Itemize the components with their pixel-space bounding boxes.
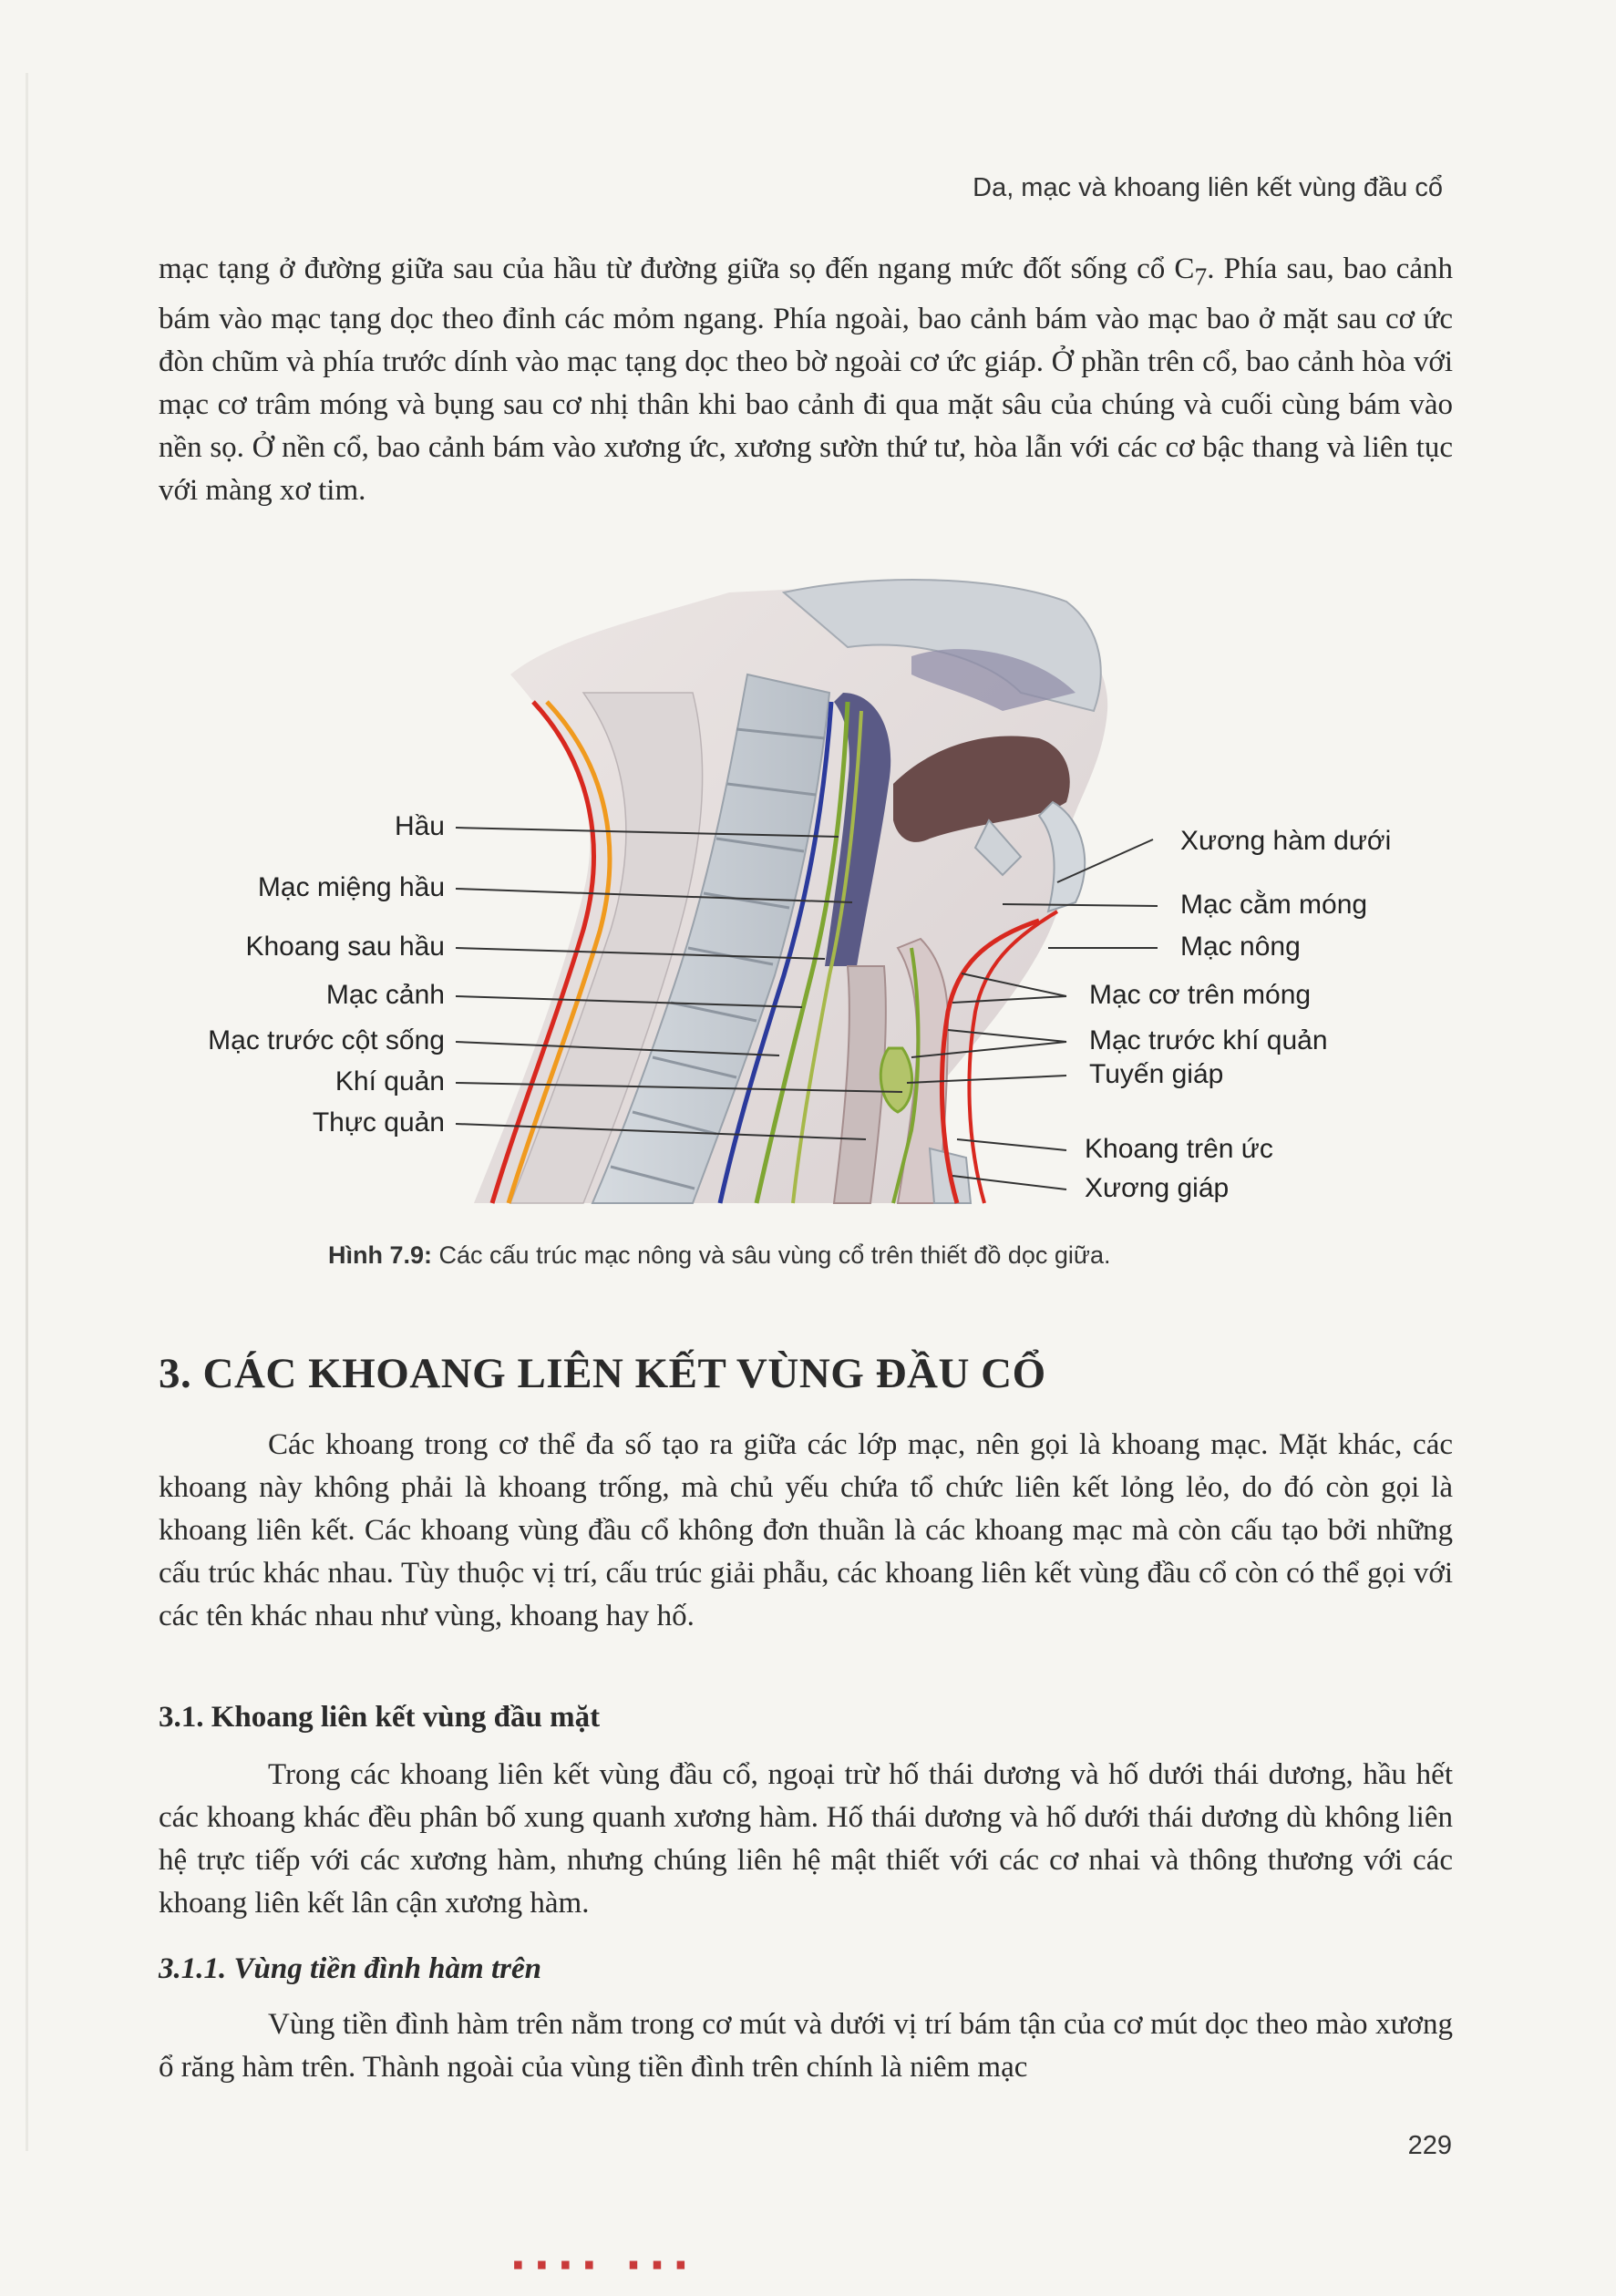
section-3-1-1-paragraph: Vùng tiền đình hàm trên nằm trong cơ mút và dưới vị trí bám tận của cơ mút dọc theo mào xương ổ răng hàm trên. Thành ngoài của vùng tiền đình trên chính là niêm mạc (159, 2008, 1453, 2084)
section-3-paragraph: Các khoang trong cơ thể đa số tạo ra giữa các lớp mạc, nên gọi là khoang mạc. Mặt khác, các khoang này không phải là khoang trống, mà chủ yếu chứa tổ chức liên kết lỏng lẻo, do đó còn gọi là khoang liên kết. Các khoang vùng đầu cổ không đơn thuần là các khoang mạc mà còn cấu tạo bởi những cấu trúc khác nhau. Tùy thuộc vị trí, cấu trúc giải phẫu, các khoang liên kết vùng đầu cổ còn có thể gọi với các tên khác nhau như vùng, khoang hay hố. (159, 1428, 1453, 1632)
label-mac-co-tren-mong: Mạc cơ trên móng (1089, 980, 1312, 1010)
label-mac-cam-mong: Mạc cằm móng (1180, 890, 1368, 920)
label-thuc-quan: Thực quản (312, 1107, 445, 1138)
subscript: 7 (1194, 262, 1208, 291)
label-xuong-ham-duoi: Xương hàm dưới (1180, 826, 1392, 856)
section-title-3-1: 3.1. Khoang liên kết vùng đầu mặt (159, 1701, 601, 1734)
section-title-3-1-1: 3.1.1. Vùng tiền đình hàm trên (159, 1952, 541, 1985)
watermark-fragment: ···· ··· (510, 2234, 697, 2295)
section-title-3: 3. CÁC KHOANG LIÊN KẾT VÙNG ĐẦU CỔ (159, 1350, 1046, 1397)
label-mac-nong: Mạc nông (1180, 932, 1301, 962)
caption-text: Các cấu trúc mạc nông và sâu vùng cổ trên thiết đồ dọc giữa. (432, 1241, 1111, 1269)
label-hau: Hầu (394, 811, 445, 841)
label-mac-canh: Mạc cảnh (325, 980, 445, 1010)
figure-caption (328, 1241, 1111, 1270)
label-mac-truoc-cot-song: Mạc trước cột sống (208, 1025, 445, 1055)
label-mac-mieng-hau: Mạc miệng hầu (257, 872, 445, 902)
intro-paragraph: mạc tạng ở đường giữa sau của hầu từ đường giữa sọ đến ngang mức đốt sống cổ $C_7$. Phía sau, bao cảnh bám vào mạc tạng dọc theo đỉnh các mỏm ngang. Phía ngoài, bao cảnh bám vào mạc bao ở mặt sau cơ ức đòn chũm và phía trước dính vào mạc tạng dọc theo bờ ngoài cơ ức giáp. Ở phần trên cổ, bao cảnh hòa với mạc cơ trâm móng và bụng sau cơ nhị thân khi bao cảnh đi qua mặt sâu của chúng và cuối cùng bám vào nền sọ. Ở nền cổ, bao cảnh bám vào xương ức, xương sườn thứ tư, hòa lẫn với các cơ bậc thang và liên tục với màng xơ tim. (159, 252, 1454, 507)
label-mac-truoc-khi-quan: Mạc trước khí quản (1089, 1025, 1328, 1055)
page-number: 229 (1407, 2131, 1452, 2160)
label-khi-quan: Khí quản (335, 1066, 445, 1097)
label-khoang-sau-hau: Khoang sau hầu (245, 932, 445, 962)
label-xuong-giap: Xương giáp (1085, 1173, 1230, 1203)
label-khoang-tren-uc: Khoang trên ức (1085, 1134, 1273, 1164)
caption-label: Hình 7.9: (328, 1241, 433, 1269)
running-header: Da, mạc và khoang liên kết vùng đầu cổ (973, 173, 1443, 202)
section-3-1-paragraph: Trong các khoang liên kết vùng đầu cổ, ngoại trừ hố thái dương và hố dưới thái dương, hầu hết các khoang khác đều phân bố xung quanh xương hàm. Hố thái dương và hố dưới thái dương dù không liên hệ trực tiếp với các xương hàm, nhưng chúng liên hệ mật thiết với các cơ nhai và thông thương với các khoang liên kết lân cận xương hàm. (159, 1758, 1453, 1920)
label-tuyen-giap: Tuyến giáp (1089, 1059, 1224, 1089)
